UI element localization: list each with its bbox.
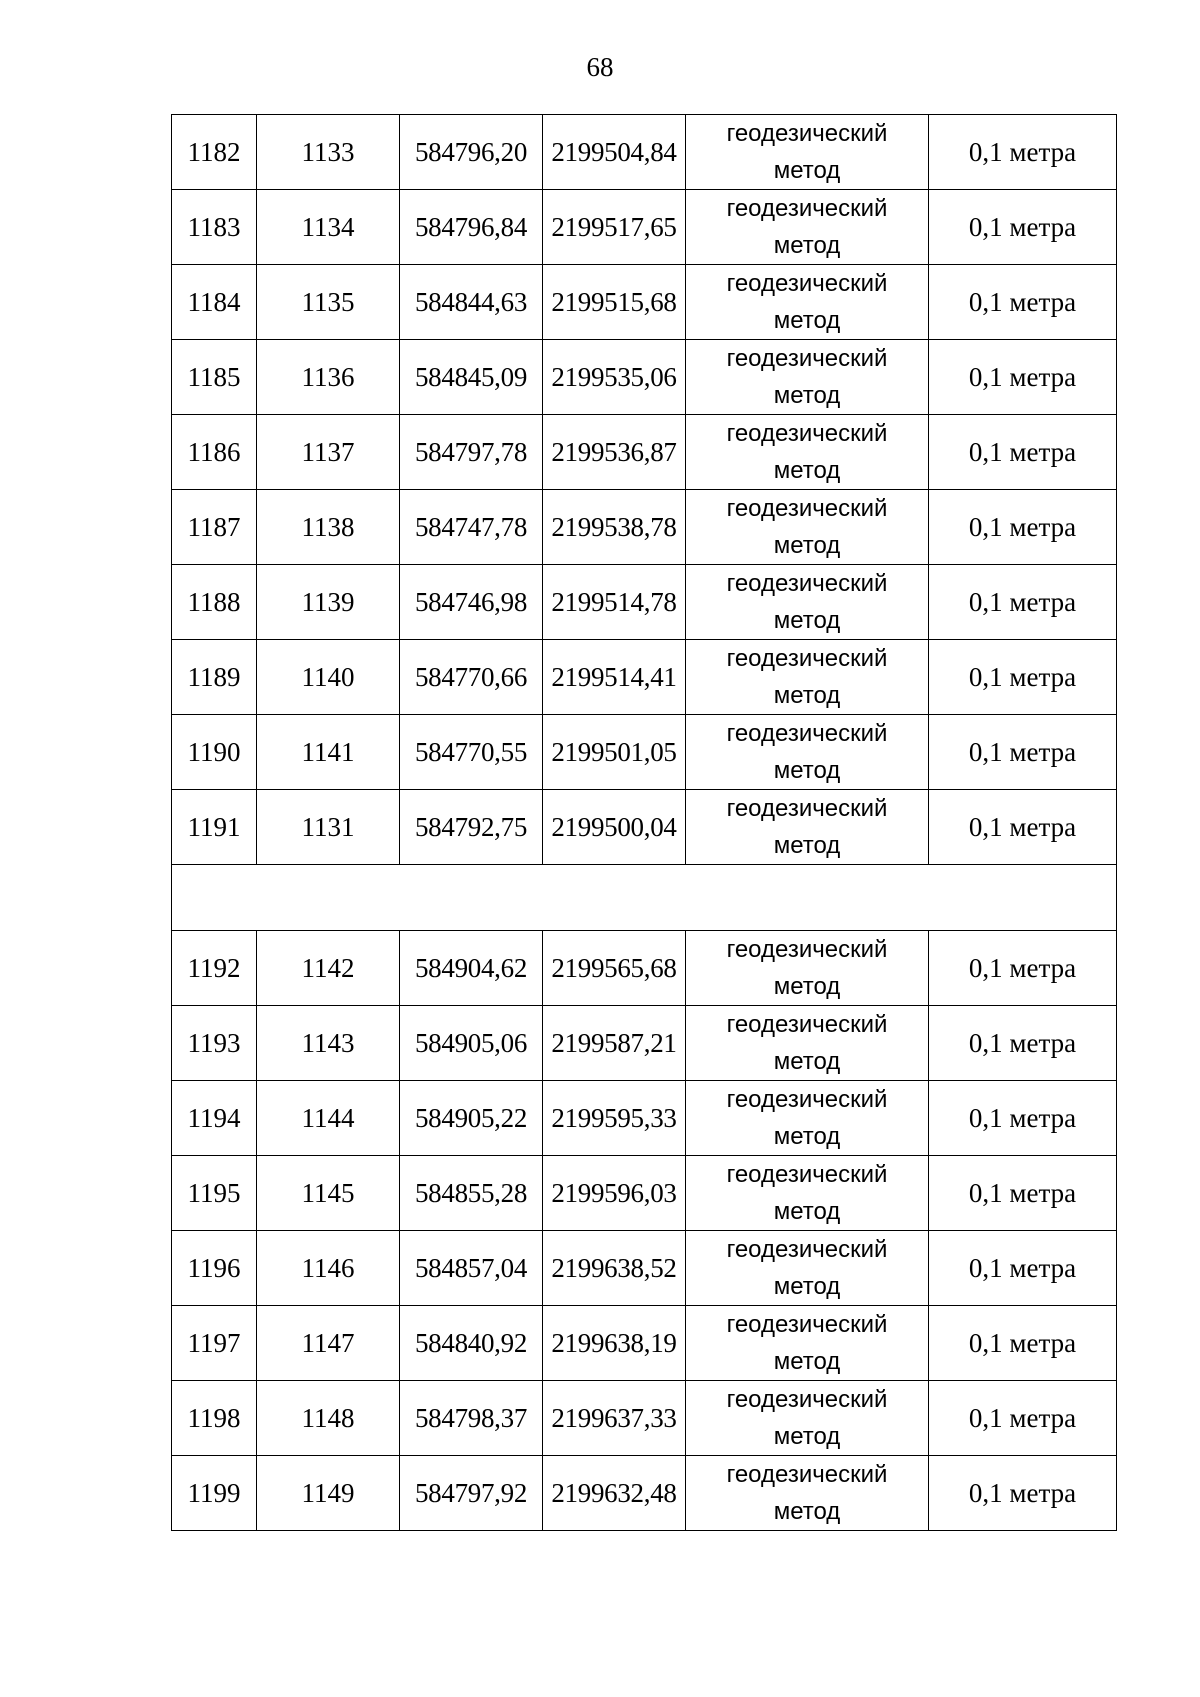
row-number-cell: 1182 bbox=[172, 115, 257, 190]
method-cell bbox=[686, 1231, 929, 1306]
coordinate-x-cell: 584840,92 bbox=[400, 1306, 543, 1381]
row-number-cell: 1186 bbox=[172, 415, 257, 490]
method-label-line1: геодезический bbox=[726, 1011, 888, 1038]
coordinate-y-cell: 2199596,03 bbox=[543, 1156, 686, 1231]
coordinate-y-cell: 2199515,68 bbox=[543, 265, 686, 340]
method-label-line2: метод bbox=[773, 307, 841, 334]
point-number-cell: 1148 bbox=[257, 1381, 400, 1456]
accuracy-cell: 0,1 метра bbox=[929, 415, 1117, 490]
point-number-cell: 1135 bbox=[257, 265, 400, 340]
coordinate-x-cell: 584770,66 bbox=[400, 640, 543, 715]
coordinate-x-cell: 584746,98 bbox=[400, 565, 543, 640]
method-label-line2: метод bbox=[773, 682, 841, 709]
method-label-line1: геодезический bbox=[726, 1386, 888, 1413]
row-number-cell: 1183 bbox=[172, 190, 257, 265]
method-label-line2: метод bbox=[773, 607, 841, 634]
table-row bbox=[172, 265, 1117, 340]
method-label-line1: геодезический bbox=[726, 645, 888, 672]
method-label-line2: метод bbox=[773, 757, 841, 784]
row-number-cell: 1194 bbox=[172, 1081, 257, 1156]
method-cell bbox=[686, 265, 929, 340]
row-number-cell: 1199 bbox=[172, 1456, 257, 1531]
table-row bbox=[172, 1381, 1117, 1456]
coordinate-x-cell: 584797,78 bbox=[400, 415, 543, 490]
method-label-line2: метод bbox=[773, 1348, 841, 1375]
coordinates-table-body bbox=[172, 115, 1117, 1531]
table-row bbox=[172, 640, 1117, 715]
row-number-cell: 1197 bbox=[172, 1306, 257, 1381]
method-cell bbox=[686, 790, 929, 865]
method-label-line2: метод bbox=[773, 832, 841, 859]
table-row bbox=[172, 415, 1117, 490]
row-number-cell: 1188 bbox=[172, 565, 257, 640]
coordinate-x-cell: 584747,78 bbox=[400, 490, 543, 565]
method-label-line2: метод bbox=[773, 1273, 841, 1300]
accuracy-cell: 0,1 метра bbox=[929, 790, 1117, 865]
table-row bbox=[172, 340, 1117, 415]
row-number-cell: 1193 bbox=[172, 1006, 257, 1081]
coordinate-x-cell: 584796,20 bbox=[400, 115, 543, 190]
method-cell bbox=[686, 340, 929, 415]
method-label-line1: геодезический bbox=[726, 195, 888, 222]
method-cell bbox=[686, 415, 929, 490]
coordinate-y-cell: 2199504,84 bbox=[543, 115, 686, 190]
method-cell bbox=[686, 1006, 929, 1081]
table-row bbox=[172, 1006, 1117, 1081]
accuracy-cell: 0,1 метра bbox=[929, 931, 1117, 1006]
row-number-cell: 1184 bbox=[172, 265, 257, 340]
group-separator-row bbox=[172, 865, 1117, 931]
method-cell bbox=[686, 1081, 929, 1156]
method-label-line1: геодезический bbox=[726, 936, 888, 963]
accuracy-cell: 0,1 метра bbox=[929, 715, 1117, 790]
method-label-line2: метод bbox=[773, 1498, 841, 1525]
method-label-line2: метод bbox=[773, 1198, 841, 1225]
point-number-cell: 1136 bbox=[257, 340, 400, 415]
coordinate-x-cell: 584770,55 bbox=[400, 715, 543, 790]
method-cell bbox=[686, 190, 929, 265]
accuracy-cell: 0,1 метра bbox=[929, 565, 1117, 640]
point-number-cell: 1142 bbox=[257, 931, 400, 1006]
method-label-line1: геодезический bbox=[726, 1161, 888, 1188]
coordinate-y-cell: 2199565,68 bbox=[543, 931, 686, 1006]
method-cell bbox=[686, 931, 929, 1006]
coordinate-y-cell: 2199500,04 bbox=[543, 790, 686, 865]
table-row bbox=[172, 565, 1117, 640]
table-row bbox=[172, 1456, 1117, 1531]
method-label-line2: метод bbox=[773, 457, 841, 484]
coordinate-y-cell: 2199637,33 bbox=[543, 1381, 686, 1456]
coordinate-y-cell: 2199517,65 bbox=[543, 190, 686, 265]
accuracy-cell: 0,1 метра bbox=[929, 1231, 1117, 1306]
method-label-line2: метод bbox=[773, 232, 841, 259]
accuracy-cell: 0,1 метра bbox=[929, 1456, 1117, 1531]
coordinate-y-cell: 2199501,05 bbox=[543, 715, 686, 790]
point-number-cell: 1147 bbox=[257, 1306, 400, 1381]
row-number-cell: 1187 bbox=[172, 490, 257, 565]
coordinate-x-cell: 584904,62 bbox=[400, 931, 543, 1006]
accuracy-cell: 0,1 метра bbox=[929, 1081, 1117, 1156]
method-label-line2: метод bbox=[773, 1423, 841, 1450]
coordinate-y-cell: 2199536,87 bbox=[543, 415, 686, 490]
method-cell bbox=[686, 115, 929, 190]
method-cell bbox=[686, 1456, 929, 1531]
point-number-cell: 1149 bbox=[257, 1456, 400, 1531]
accuracy-cell: 0,1 метра bbox=[929, 490, 1117, 565]
method-label-line1: геодезический bbox=[726, 270, 888, 297]
coordinates-table bbox=[171, 114, 1117, 1531]
method-label-line2: метод bbox=[773, 157, 841, 184]
point-number-cell: 1138 bbox=[257, 490, 400, 565]
point-number-cell: 1137 bbox=[257, 415, 400, 490]
accuracy-cell: 0,1 метра bbox=[929, 1306, 1117, 1381]
coordinate-y-cell: 2199587,21 bbox=[543, 1006, 686, 1081]
coordinate-x-cell: 584796,84 bbox=[400, 190, 543, 265]
method-label-line1: геодезический bbox=[726, 345, 888, 372]
method-cell bbox=[686, 490, 929, 565]
coordinate-y-cell: 2199535,06 bbox=[543, 340, 686, 415]
method-label-line2: метод bbox=[773, 973, 841, 1000]
method-label-line1: геодезический bbox=[726, 795, 888, 822]
coordinate-x-cell: 584905,22 bbox=[400, 1081, 543, 1156]
point-number-cell: 1141 bbox=[257, 715, 400, 790]
coordinate-x-cell: 584905,06 bbox=[400, 1006, 543, 1081]
accuracy-cell: 0,1 метра bbox=[929, 115, 1117, 190]
point-number-cell: 1143 bbox=[257, 1006, 400, 1081]
coordinate-y-cell: 2199514,41 bbox=[543, 640, 686, 715]
accuracy-cell: 0,1 метра bbox=[929, 1381, 1117, 1456]
coordinate-x-cell: 584798,37 bbox=[400, 1381, 543, 1456]
method-cell bbox=[686, 640, 929, 715]
point-number-cell: 1134 bbox=[257, 190, 400, 265]
point-number-cell: 1133 bbox=[257, 115, 400, 190]
page-number: 68 bbox=[586, 52, 614, 82]
coordinate-y-cell: 2199638,52 bbox=[543, 1231, 686, 1306]
table-row bbox=[172, 1306, 1117, 1381]
method-label-line1: геодезический bbox=[726, 1086, 888, 1113]
method-label-line2: метод bbox=[773, 532, 841, 559]
accuracy-cell: 0,1 метра bbox=[929, 1006, 1117, 1081]
method-label-line1: геодезический bbox=[726, 495, 888, 522]
table-row bbox=[172, 1081, 1117, 1156]
coordinate-y-cell: 2199538,78 bbox=[543, 490, 686, 565]
coordinate-x-cell: 584857,04 bbox=[400, 1231, 543, 1306]
method-label-line1: геодезический bbox=[726, 1461, 888, 1488]
table-row bbox=[172, 1156, 1117, 1231]
method-label-line1: геодезический bbox=[726, 1236, 888, 1263]
method-label-line1: геодезический bbox=[726, 1311, 888, 1338]
table-row bbox=[172, 190, 1117, 265]
method-cell bbox=[686, 565, 929, 640]
method-cell bbox=[686, 715, 929, 790]
method-label-line2: метод bbox=[773, 382, 841, 409]
point-number-cell: 1144 bbox=[257, 1081, 400, 1156]
method-cell bbox=[686, 1306, 929, 1381]
table-row bbox=[172, 790, 1117, 865]
method-cell bbox=[686, 1156, 929, 1231]
coordinate-x-cell: 584844,63 bbox=[400, 265, 543, 340]
method-label-line1: геодезический bbox=[726, 720, 888, 747]
method-label-line1: геодезический bbox=[726, 420, 888, 447]
accuracy-cell: 0,1 метра bbox=[929, 265, 1117, 340]
row-number-cell: 1191 bbox=[172, 790, 257, 865]
point-number-cell: 1146 bbox=[257, 1231, 400, 1306]
point-number-cell: 1139 bbox=[257, 565, 400, 640]
coordinate-x-cell: 584797,92 bbox=[400, 1456, 543, 1531]
row-number-cell: 1198 bbox=[172, 1381, 257, 1456]
row-number-cell: 1189 bbox=[172, 640, 257, 715]
row-number-cell: 1195 bbox=[172, 1156, 257, 1231]
group-separator-cell bbox=[172, 865, 1117, 931]
coordinate-x-cell: 584845,09 bbox=[400, 340, 543, 415]
point-number-cell: 1140 bbox=[257, 640, 400, 715]
point-number-cell: 1131 bbox=[257, 790, 400, 865]
row-number-cell: 1190 bbox=[172, 715, 257, 790]
method-label-line2: метод bbox=[773, 1123, 841, 1150]
table-row bbox=[172, 115, 1117, 190]
table-row bbox=[172, 931, 1117, 1006]
row-number-cell: 1192 bbox=[172, 931, 257, 1006]
accuracy-cell: 0,1 метра bbox=[929, 190, 1117, 265]
coordinate-y-cell: 2199632,48 bbox=[543, 1456, 686, 1531]
table-row bbox=[172, 715, 1117, 790]
coordinate-x-cell: 584792,75 bbox=[400, 790, 543, 865]
accuracy-cell: 0,1 метра bbox=[929, 1156, 1117, 1231]
accuracy-cell: 0,1 метра bbox=[929, 640, 1117, 715]
table-row bbox=[172, 1231, 1117, 1306]
method-label-line2: метод bbox=[773, 1048, 841, 1075]
method-cell bbox=[686, 1381, 929, 1456]
coordinate-y-cell: 2199595,33 bbox=[543, 1081, 686, 1156]
coordinate-x-cell: 584855,28 bbox=[400, 1156, 543, 1231]
method-label-line1: геодезический bbox=[726, 570, 888, 597]
coordinate-y-cell: 2199638,19 bbox=[543, 1306, 686, 1381]
coordinate-y-cell: 2199514,78 bbox=[543, 565, 686, 640]
row-number-cell: 1196 bbox=[172, 1231, 257, 1306]
point-number-cell: 1145 bbox=[257, 1156, 400, 1231]
accuracy-cell: 0,1 метра bbox=[929, 340, 1117, 415]
method-label-line1: геодезический bbox=[726, 120, 888, 147]
table-row bbox=[172, 490, 1117, 565]
row-number-cell: 1185 bbox=[172, 340, 257, 415]
